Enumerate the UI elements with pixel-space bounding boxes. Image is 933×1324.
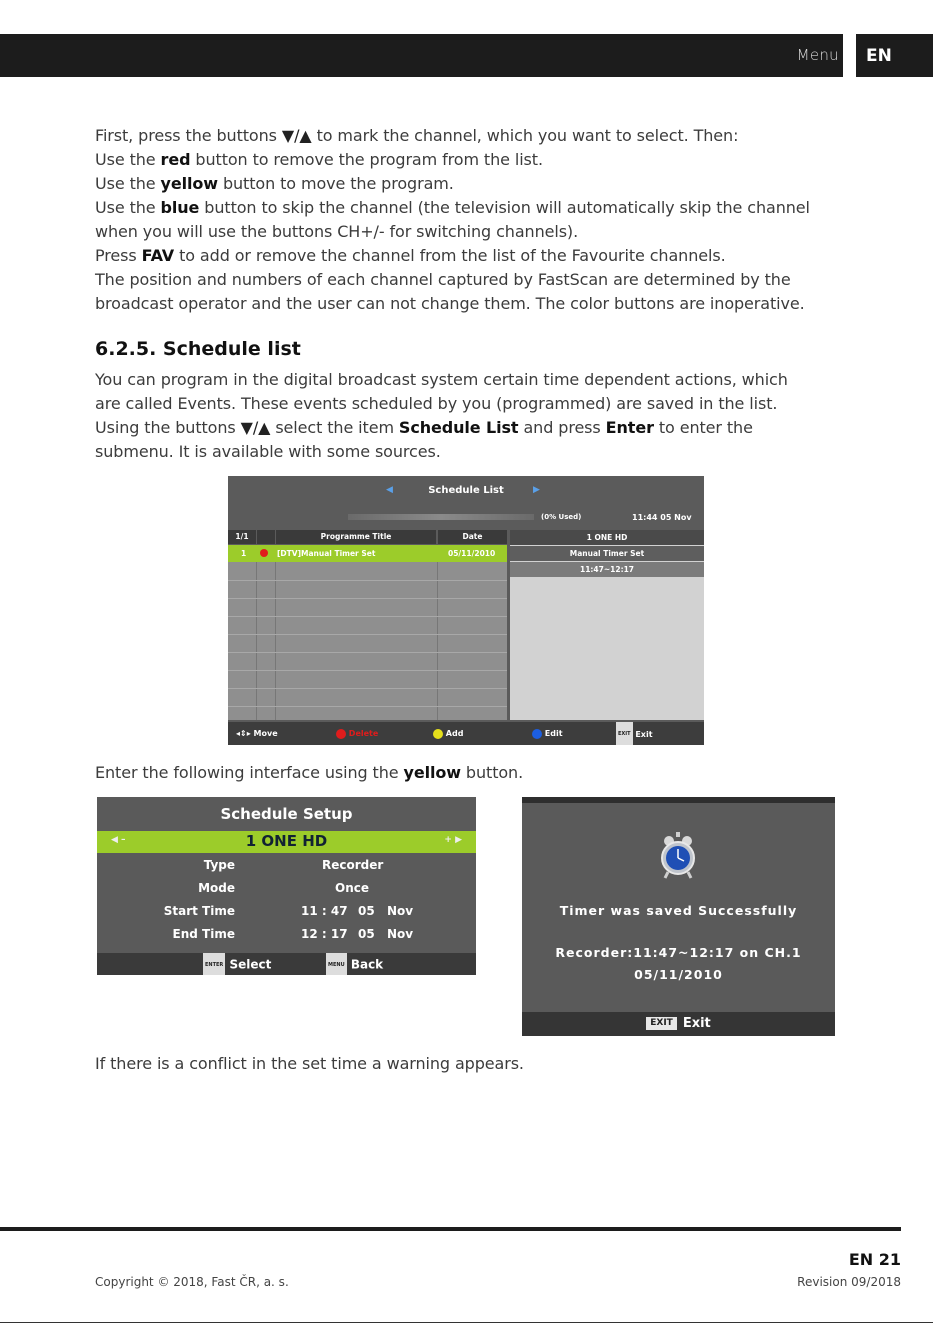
timer-detail: Recorder:11:47~12:17 on CH.1 xyxy=(555,945,802,960)
row-title: [DTV]Manual Timer Set xyxy=(277,549,376,558)
column-title: Programme Title xyxy=(276,530,436,544)
section-line-1: You can program in the digital broadcast system certain time dependent actions, which xyxy=(95,370,788,389)
move-hint: ◂⇕▸ Move xyxy=(236,729,278,738)
schedule-list-footer xyxy=(228,722,704,745)
section-line-3: Using the buttons ▼/▲ select the item Schedule List and press Enter to enter the xyxy=(95,418,753,437)
footer-divider xyxy=(0,1227,901,1231)
end-month-value[interactable]: Nov xyxy=(387,927,414,941)
schedule-setup-screen xyxy=(97,797,476,975)
right-arrow-icon: ▶ xyxy=(533,485,540,495)
row-date: 05/11/2010 xyxy=(448,549,496,558)
intro-line-3: Use the yellow button to move the program. xyxy=(95,174,454,193)
edit-hint: Edit xyxy=(532,722,563,745)
intro-line-2: Use the red button to remove the program from the list. xyxy=(95,150,543,169)
menu-label: Menu xyxy=(796,46,839,64)
schedule-grid xyxy=(228,545,507,720)
delete-hint: Delete xyxy=(336,722,378,745)
timer-saved-message: Timer was saved Successfully xyxy=(559,903,798,918)
header-bar xyxy=(0,34,843,77)
storage-usage: (0% Used) xyxy=(541,513,582,521)
intro-line-5: when you will use the buttons CH+/- for switching channels). xyxy=(95,222,579,241)
conflict-note: If there is a conflict in the set time a warning appears. xyxy=(95,1054,524,1073)
detail-event: Manual Timer Set xyxy=(510,546,704,561)
start-time-label: Start Time xyxy=(163,904,235,918)
mode-label: Mode xyxy=(198,881,235,895)
start-month-value[interactable]: Nov xyxy=(387,904,414,918)
type-value[interactable]: Recorder xyxy=(322,858,384,872)
left-arrow-icon[interactable]: ◀ – xyxy=(111,835,126,845)
section-line-4: submenu. It is available with some sources. xyxy=(95,442,441,461)
clock: 11:44 05 Nov xyxy=(632,513,692,522)
schedule-setup-footer xyxy=(97,953,476,975)
exit-key-icon: EXIT xyxy=(646,1017,677,1030)
row-number: 1 xyxy=(241,549,247,558)
start-time-value[interactable]: 11 : 47 xyxy=(301,904,348,918)
intro-line-7: The position and numbers of each channel captured by FastScan are determined by the xyxy=(95,270,791,289)
section-heading: 6.2.5. Schedule list xyxy=(95,338,301,360)
alarm-clock-icon xyxy=(660,832,696,882)
exit-key-icon: EXIT xyxy=(616,722,633,745)
detail-time: 11:47~12:17 xyxy=(510,562,704,577)
start-day-value[interactable]: 05 xyxy=(358,904,375,918)
timer-saved-dialog xyxy=(522,797,835,1036)
language-badge: EN xyxy=(856,34,933,77)
yellow-instruction: Enter the following interface using the yellow button. xyxy=(95,763,524,782)
back-hint: MENU Back xyxy=(326,953,383,975)
select-hint: ENTER Select xyxy=(203,953,271,975)
column-date: Date xyxy=(438,530,507,544)
end-time-label: End Time xyxy=(172,927,235,941)
exit-label[interactable]: Exit xyxy=(682,1016,711,1031)
bottom-divider xyxy=(0,1322,933,1323)
intro-line-4: Use the blue button to skip the channel (the television will automatically skip the channel xyxy=(95,198,810,217)
page-number: EN 21 xyxy=(848,1250,901,1269)
exit-hint: EXIT Exit xyxy=(616,722,653,745)
timer-date: 05/11/2010 xyxy=(634,967,723,982)
left-arrow-icon: ◀ xyxy=(386,485,393,495)
end-time-value[interactable]: 12 : 17 xyxy=(301,927,348,941)
schedule-list-title: Schedule List xyxy=(428,485,504,496)
end-day-value[interactable]: 05 xyxy=(358,927,375,941)
detail-channel: 1 ONE HD xyxy=(510,530,704,545)
channel-selector[interactable] xyxy=(97,831,476,853)
record-icon xyxy=(260,549,268,557)
column-count: 1/1 xyxy=(228,530,256,544)
intro-line-6: Press FAV to add or remove the channel from the list of the Favourite channels. xyxy=(95,246,726,265)
column-icon xyxy=(257,530,275,544)
intro-line-1: First, press the buttons ▼/▲ to mark the channel, which you want to select. Then: xyxy=(95,126,739,145)
event-details-panel xyxy=(510,530,704,720)
channel-name: 1 ONE HD xyxy=(245,832,328,850)
revision: Revision 09/2018 xyxy=(797,1275,901,1289)
yellow-key-icon xyxy=(433,729,443,739)
section-line-2: are called Events. These events scheduled by you (programmed) are saved in the list. xyxy=(95,394,778,413)
schedule-setup-title: Schedule Setup xyxy=(220,805,353,823)
add-hint: Add xyxy=(433,722,463,745)
schedule-list-screen xyxy=(228,476,704,745)
type-label: Type xyxy=(203,858,235,872)
mode-value[interactable]: Once xyxy=(335,881,369,895)
right-arrow-icon[interactable]: + ▶ xyxy=(444,835,462,845)
red-key-icon xyxy=(336,729,346,739)
intro-line-8: broadcast operator and the user can not change them. The color buttons are inoperative. xyxy=(95,294,805,313)
storage-bar xyxy=(348,514,534,520)
table-row[interactable] xyxy=(228,545,507,562)
menu-key-icon: MENU xyxy=(326,953,347,975)
copyright: Copyright © 2018, Fast ČR, a. s. xyxy=(95,1275,289,1289)
timer-dialog-footer xyxy=(522,1012,835,1036)
blue-key-icon xyxy=(532,729,542,739)
enter-key-icon: ENTER xyxy=(203,953,225,975)
